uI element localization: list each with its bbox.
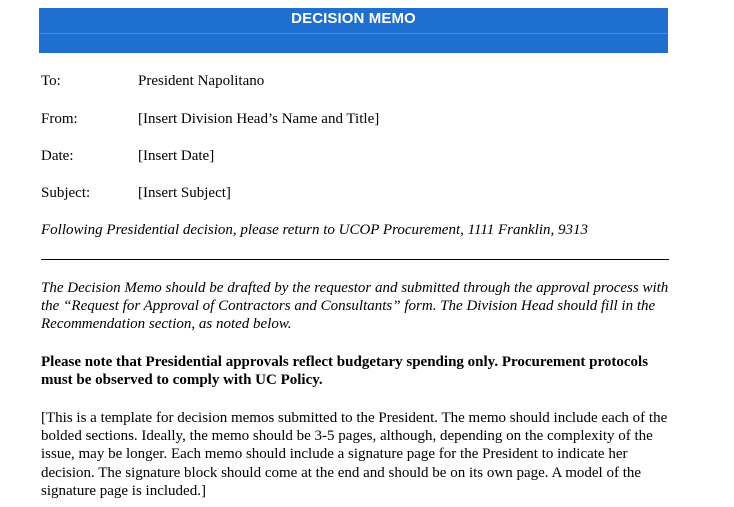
subject-value: [Insert Subject] — [138, 185, 231, 201]
banner-divider — [39, 33, 668, 34]
header-banner — [39, 8, 668, 53]
subject-label: Subject: — [41, 185, 91, 201]
from-value: [Insert Division Head’s Name and Title] — [138, 111, 380, 127]
horizontal-rule — [41, 259, 669, 260]
page-title: DECISION MEMO — [291, 10, 416, 27]
policy-notice: Please note that Presidential approvals reflect budgetary spending only. Procurement protocols must be observed to comply with UC Policy. — [41, 354, 649, 389]
to-value: President Napolitano — [138, 73, 265, 89]
return-instruction: Following Presidential decision, please return to UCOP Procurement, 1111 Franklin, 9313 — [41, 222, 589, 238]
template-note: [This is a template for decision memos submitted to the President. The memo should include each of the bolded sections. Ideally, the memo should be 3-5 pages, although, depending on the complexity of the issue, may be longer. Each memo should include a signature page for the President to indicate her decision. The signature block should come at the end and should be on its own page. A model of the signature page is included.] — [41, 410, 668, 499]
instructions-paragraph: The Decision Memo should be drafted by the requestor and submitted through the approval process with the “Request for Approval of Contractors and Consultants” form. The Division Head should fill in the Recommendation section, as noted below. — [41, 280, 669, 333]
from-label: From: — [41, 111, 78, 127]
date-value: [Insert Date] — [138, 148, 215, 164]
date-label: Date: — [41, 148, 74, 164]
to-label: To: — [41, 73, 61, 89]
